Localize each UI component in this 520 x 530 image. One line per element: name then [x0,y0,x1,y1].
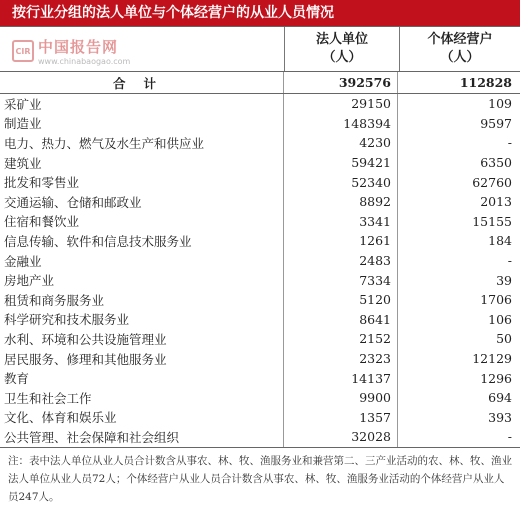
individual-value: 15155 [472,213,512,229]
table-row [0,231,520,251]
industry-name: 建筑业 [0,153,284,173]
individual-value: - [507,135,512,151]
total-row [0,72,520,94]
table-row [0,114,520,134]
table-row [0,329,520,349]
industry-name: 信息传输、软件和信息技术服务业 [0,231,284,251]
industry-name: 教育 [0,368,284,388]
table-row [0,172,520,192]
watermark-url: www.chinabaogao.com [38,57,131,66]
industry-name: 居民服务、修理和其他服务业 [0,349,284,369]
individual-value: 1706 [480,292,512,308]
legal-entity-value: 148394 [284,114,398,134]
legal-entity-value: 7334 [284,270,398,290]
data-table [0,26,520,448]
total-label: 合计 [0,72,284,93]
industry-name: 电力、热力、燃气及水生产和供应业 [0,133,284,153]
total-legal-entity: 392576 [284,72,398,93]
legal-entity-value: 9900 [284,388,398,408]
table-row [0,290,520,310]
individual-value: 694 [488,390,512,406]
legal-entity-value: 59421 [284,153,398,173]
legal-entity-value: 4230 [284,133,398,153]
legal-entity-value: 1261 [284,231,398,251]
footnote: 注：表中法人单位从业人员合计数含从事农、林、牧、渔服务业和兼营第二、三产业活动的农、林、牧、渔业法人单位从业人员72人；个体经营户从业人员合计数含从事农、林、牧、渔服务业活动的个体经营户从业人员247人。 [8,454,512,503]
industry-name: 公共管理、社会保障和社会组织 [0,427,284,447]
page-title: 按行业分组的法人单位与个体经营户的从业人员情况 [0,0,520,26]
industry-name: 房地产业 [0,270,284,290]
industry-name: 租赁和商务服务业 [0,290,284,310]
industry-name: 水利、环境和公共设施管理业 [0,329,284,349]
individual-value: 393 [488,409,512,425]
table-row [0,427,520,448]
table-row [0,388,520,408]
table-row [0,192,520,212]
watermark-logo-icon: CIR [12,40,34,62]
individual-value: 2013 [480,194,512,210]
table-row [0,153,520,173]
individual-value: 109 [488,96,512,112]
total-individual: 112828 [459,75,512,90]
table-row [0,212,520,232]
legal-entity-value: 8892 [284,192,398,212]
individual-value: 62760 [472,174,512,190]
table-header [0,26,520,72]
individual-value: 39 [496,272,512,288]
header-individual-unit: （人） [440,50,480,65]
individual-value: 6350 [480,155,512,171]
industry-name: 交通运输、仓储和邮政业 [0,192,284,212]
table-row [0,94,520,114]
header-individual [400,27,520,71]
industry-name: 住宿和餐饮业 [0,212,284,232]
legal-entity-value: 32028 [284,427,398,447]
header-legal-entity [285,27,400,71]
legal-entity-value: 52340 [284,172,398,192]
legal-entity-value: 8641 [284,310,398,330]
legal-entity-value: 29150 [284,94,398,114]
header-legal-entity-label: 法人单位 [315,32,368,47]
table-row [0,349,520,369]
industry-name: 制造业 [0,114,284,134]
legal-entity-value: 2483 [284,251,398,271]
industry-name: 批发和零售业 [0,172,284,192]
watermark-name: 中国报告网 [38,38,119,56]
header-legal-entity-unit: （人） [322,50,362,65]
legal-entity-value: 1357 [284,408,398,428]
individual-value: 106 [488,311,512,327]
industry-name: 金融业 [0,251,284,271]
industry-name: 文化、体育和娱乐业 [0,408,284,428]
industry-name: 卫生和社会工作 [0,388,284,408]
legal-entity-value: 14137 [284,368,398,388]
legal-entity-value: 5120 [284,290,398,310]
legal-entity-value: 2152 [284,329,398,349]
legal-entity-value: 2323 [284,349,398,369]
individual-value: - [507,253,512,269]
table-body [0,72,520,448]
individual-value: - [507,429,512,445]
header-individual-label: 个体经营户 [427,32,493,47]
individual-value: 9597 [480,115,512,131]
table-row [0,368,520,388]
individual-value: 184 [488,233,512,249]
table-row [0,270,520,290]
table-row [0,408,520,428]
industry-name: 采矿业 [0,94,284,114]
table-row [0,133,520,153]
individual-value: 1296 [480,370,512,386]
legal-entity-value: 3341 [284,212,398,232]
individual-value: 12129 [472,351,512,367]
table-row [0,251,520,271]
header-blank-cell [0,27,285,71]
table-row [0,310,520,330]
industry-name: 科学研究和技术服务业 [0,310,284,330]
individual-value: 50 [496,331,512,347]
